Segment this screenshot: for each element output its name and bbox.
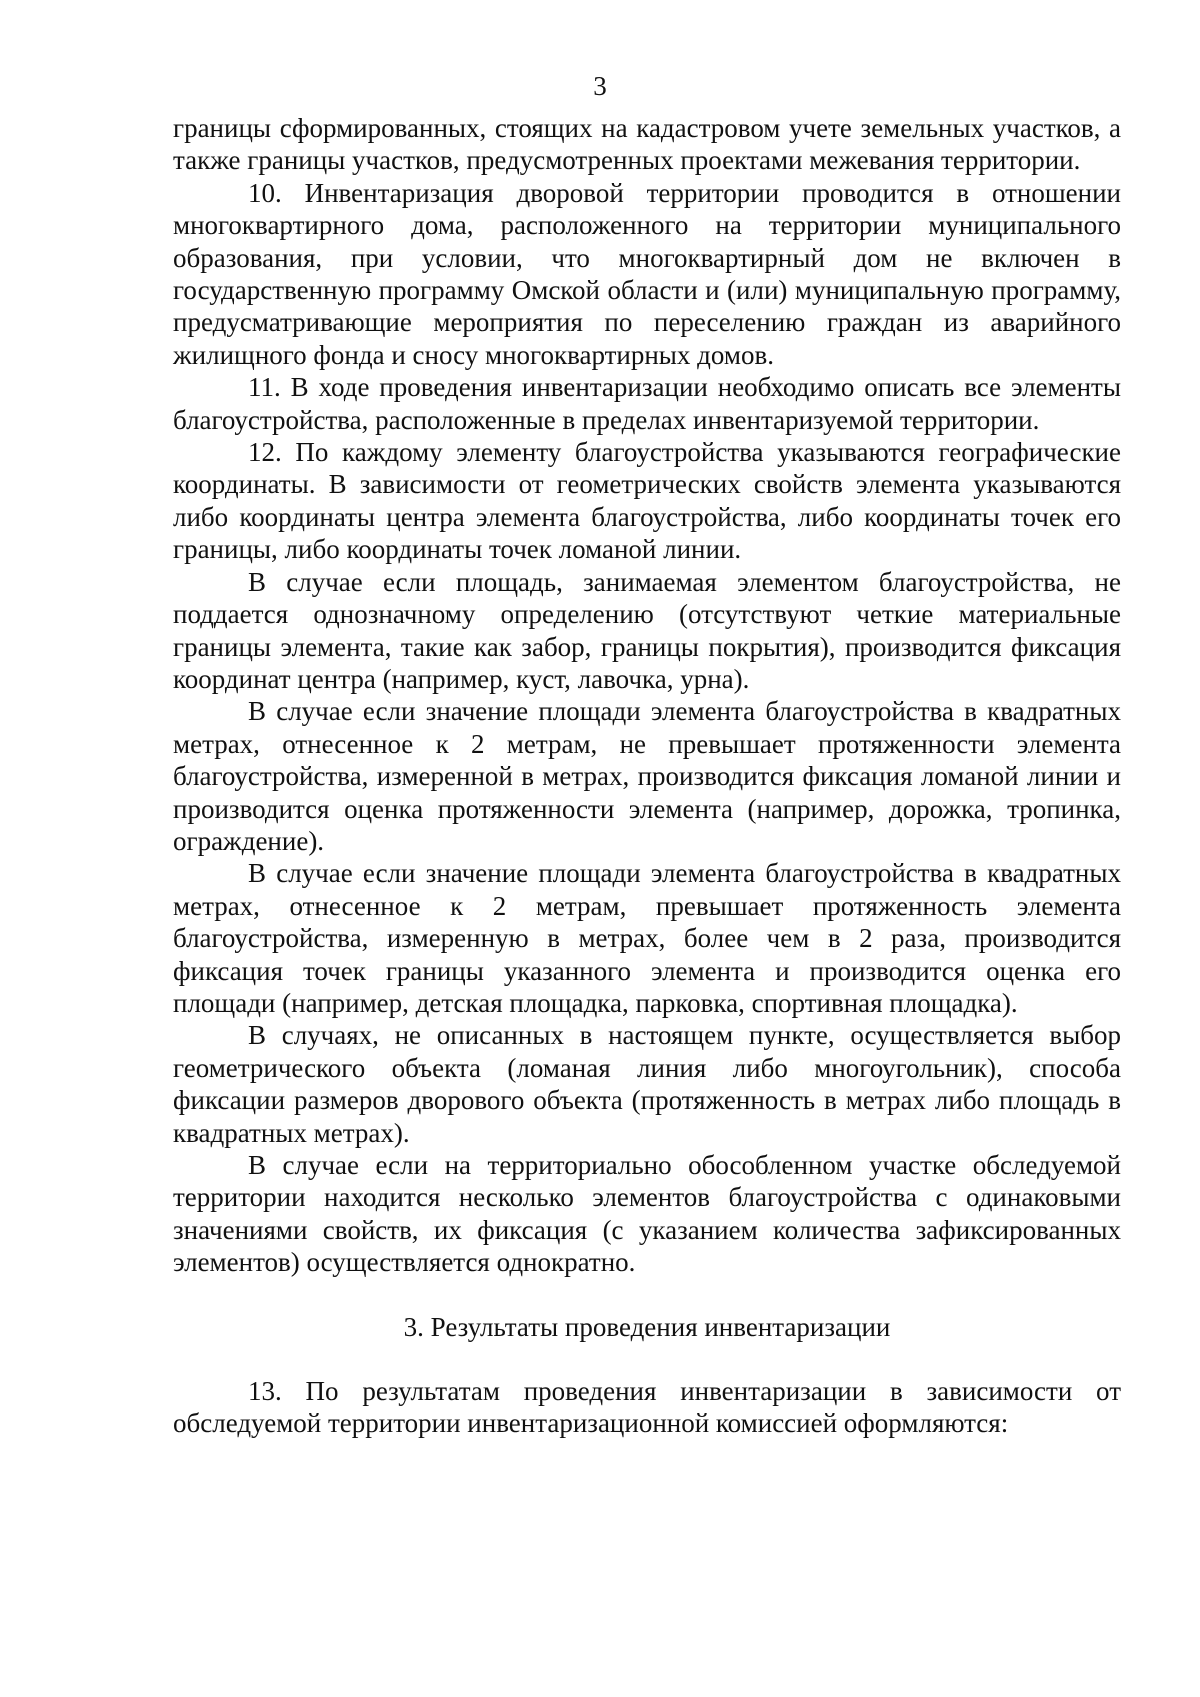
paragraph-single-fixation: В случае если на территориально обособленном участке обследуемой территории находится несколько элементов благоустройства с одинаковыми значениями свойств, их фиксация (с указанием количества зафиксированных элементов) осуществляется однократно. — [173, 1150, 1121, 1278]
paragraph-continuation: границы сформированных, стоящих на кадастровом учете земельных участков, а также границы участков, предусмотренных проектами межевания территории. — [173, 113, 1121, 176]
paragraph-item-12: 12. По каждому элементу благоустройства указываются географические координаты. В зависимости от геометрических свойств элемента указываются либо координаты центра элемента благоустройства, либо координаты точек его границы, либо координаты точек ломаной линии. — [173, 437, 1121, 565]
document-body — [173, 112, 1121, 1440]
paragraph-item-11: 11. В ходе проведения инвентаризации необходимо описать все элементы благоустройства, расположенные в пределах инвентаризуемой территории. — [173, 372, 1121, 435]
paragraph-boundary-fixation: В случае если значение площади элемента благоустройства в квадратных метрах, отнесенное к 2 метрам, превышает протяженность элемента благоустройства, измеренную в метрах, более чем в 2 раза, производится фиксация точек границы указанного элемента и производится оценка его площади (например, детская площадка, парковка, спортивная площадка). — [173, 858, 1121, 1018]
paragraph-item-13: 13. По результатам проведения инвентаризации в зависимости от обследуемой территории инвентаризационной комиссией оформляются: — [173, 1376, 1121, 1439]
section-heading: 3. Результаты проведения инвентаризации — [403, 1311, 891, 1342]
page-number: 3 — [593, 71, 607, 101]
paragraph-polyline-fixation: В случае если значение площади элемента благоустройства в квадратных метрах, отнесенное к 2 метрам, не превышает протяженности элемента благоустройства, измеренной в метрах, производится фиксация ломаной линии и производится оценка протяженности элемента (например, дорожка, тропинка, ограждение). — [173, 696, 1121, 856]
paragraph-center-fixation: В случае если площадь, занимаемая элементом благоустройства, не поддается однозначному определению (отсутствуют четкие материальные границы элемента, такие как забор, границы покрытия), производится фиксация координат центра (например, куст, лавочка, урна). — [173, 566, 1121, 694]
paragraph-item-10: 10. Инвентаризация дворовой территории проводится в отношении многоквартирного дома, расположенного на территории муниципального образования, при условии, что многоквартирный дом не включен в государственную программу Омской области и (или) муниципальную программу, предусматривающие мероприятия по переселению граждан из аварийного жилищного фонда и сносу многоквартирных домов. — [173, 177, 1121, 370]
paragraph-other-cases: В случаях, не описанных в настоящем пункте, осуществляется выбор геометрического объекта (ломаная линия либо многоугольник), способа фиксации размеров дворового объекта (протяженность в метрах либо площадь в квадратных метрах). — [173, 1020, 1121, 1148]
